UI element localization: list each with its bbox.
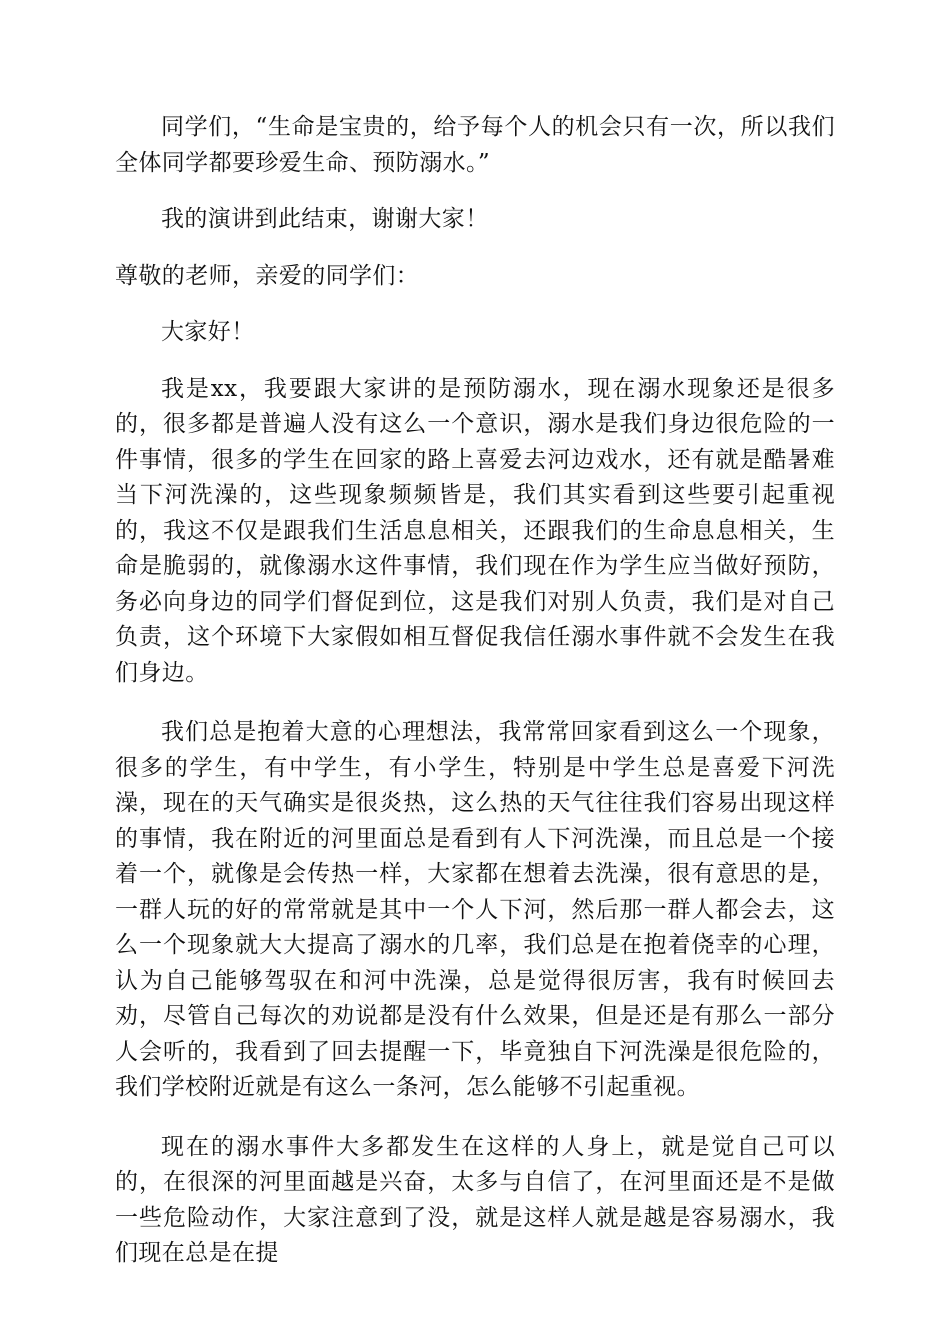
- document-page: [115, 110, 835, 1272]
- body-paragraph: 我是xx，我要跟大家讲的是预防溺水，现在溺水现象还是很多的，很多都是普遍人没有这么一个意识，溺水是我们身边很危险的一件事情，很多的学生在回家的路上喜爱去河边戏水，还有就是酷暑难当下河洗澡的，这些现象频频皆是，我们其实看到这些要引起重视的，我这不仅是跟我们生活息息相关，还跟我们的生命息息相关，生命是脆弱的，就像溺水这件事情，我们现在作为学生应当做好预防，务必向身边的同学们督促到位，这是我们对别人负责，我们是对自己负责，这个环境下大家假如相互督促我信任溺水事件就不会发生在我们身边。: [115, 375, 835, 686]
- body-paragraph: 现在的溺水事件大多都发生在这样的人身上，就是觉自己可以的，在很深的河里面越是兴奋，太多与自信了，在河里面还是不是做一些危险动作，大家注意到了没，就是这样人就是越是容易溺水，我们现在总是在提: [115, 1133, 835, 1266]
- greeting-line: 大家好！: [161, 319, 255, 345]
- speech-ending-paragraph: 我的演讲到此结束，谢谢大家！: [161, 206, 489, 232]
- body-paragraph: 我们总是抱着大意的心理想法，我常常回家看到这么一个现象，很多的学生，有中学生，有小学生，特别是中学生总是喜爱下河洗澡，现在的天气确实是很炎热，这么热的天气往往我们容易出现这样的事情，我在附近的河里面总是看到有人下河洗澡，而且总是一个接着一个，就像是会传热一样，大家都在想着去洗澡，很有意思的是，一群人玩的好的常常就是其中一个人下河，然后那一群人都会去，这么一个现象就大大提高了溺水的几率，我们总是在抱着侥幸的心理，认为自己能够驾驭在和河中洗澡，总是觉得很厉害，我有时候回去劝，尽管自己每次的劝说都是没有什么效果，但是还是有那么一部分人会听的，我看到了回去提醒一下，毕竟独自下河洗澡是很危险的，我们学校附近就是有这么一条河，怎么能够不引起重视。: [115, 719, 835, 1100]
- closing-quote-paragraph: 同学们，“生命是宝贵的，给予每个人的机会只有一次，所以我们全体同学都要珍爱生命、预防溺水。”: [115, 114, 835, 176]
- salutation-line: 尊敬的老师，亲爱的同学们：: [115, 262, 420, 289]
